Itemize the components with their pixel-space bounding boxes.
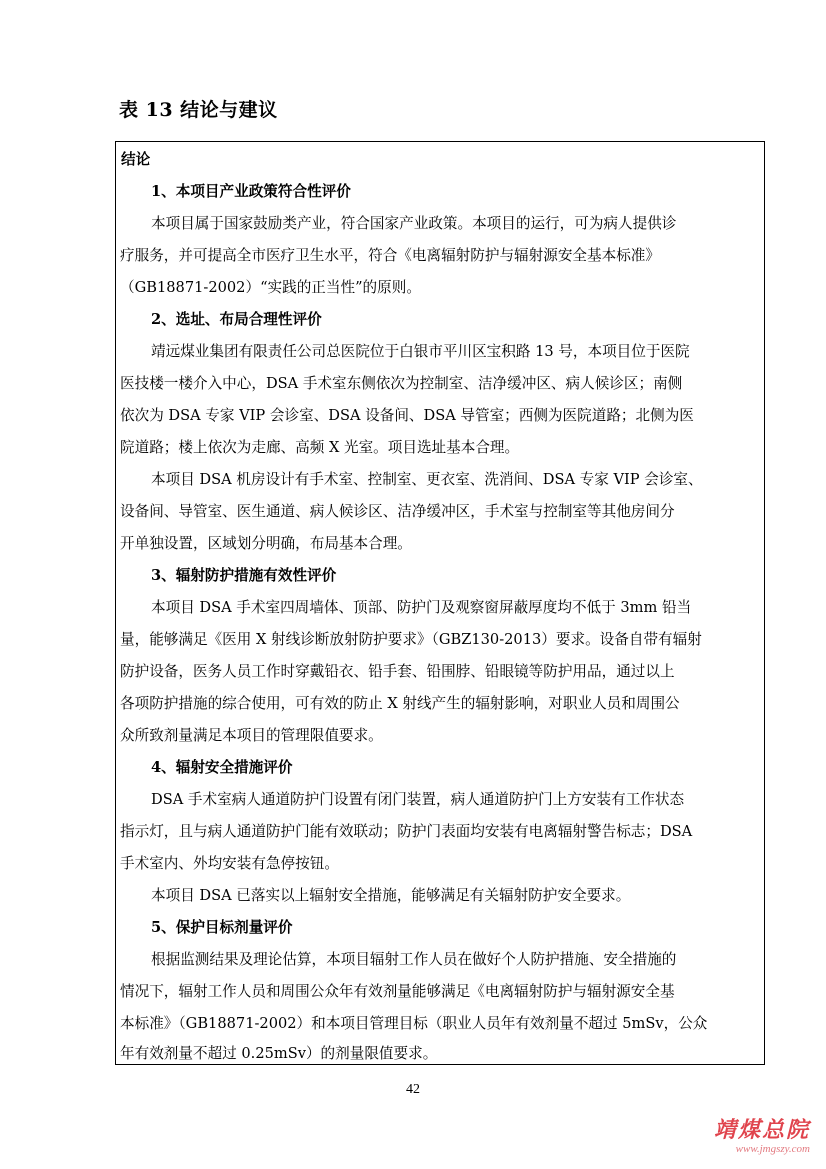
- paragraph-line: 本标准》（GB18871-2002）和本项目管理目标（职业人员年有效剂量不超过 5mSv，公众: [120, 1015, 708, 1032]
- page-number: 42: [406, 1082, 420, 1097]
- watermark: [714, 1119, 810, 1155]
- section-title: 表 13 结论与建议: [119, 99, 278, 121]
- paragraph-line: 本项目 DSA 已落实以上辐射安全措施，能够满足有关辐射防护安全要求。: [151, 887, 631, 904]
- paragraph-line: 情况下，辐射工作人员和周围公众年有效剂量能够满足《电离辐射防护与辐射源安全基: [120, 983, 675, 1000]
- paragraph-line: （GB18871-2002）“实践的正当性”的原则。: [120, 279, 421, 296]
- paragraph-line: 众所致剂量满足本项目的管理限值要求。: [120, 727, 383, 744]
- paragraph-line: 依次为 DSA 专家 VIP 会诊室、DSA 设备间、DSA 导管室；西侧为医院道路；北侧为医: [120, 407, 694, 424]
- paragraph-line: 院道路；楼上依次为走廊、高频 X 光室。项目选址基本合理。: [120, 439, 520, 456]
- paragraph-line: 指示灯，且与病人通道防护门能有效联动；防护门表面均安装有电离辐射警告标志；DSA: [120, 823, 693, 840]
- paragraph-line: 年有效剂量不超过 0.25mSv）的剂量限值要求。: [120, 1045, 438, 1062]
- paragraph-line: 靖远煤业集团有限责任公司总医院位于白银市平川区宝积路 13 号，本项目位于医院: [151, 343, 690, 360]
- paragraph-line: 设备间、导管室、医生通道、病人候诊区、洁净缓冲区，手术室与控制室等其他房间分: [120, 503, 675, 520]
- heading-safety-measures: 4、辐射安全措施评价: [151, 759, 293, 776]
- paragraph-line: 量，能够满足《医用 X 射线诊断放射防护要求》（GBZ130-2013）要求。设备自带有辐射: [120, 631, 702, 648]
- paragraph-line: 防护设备，医务人员工作时穿戴铅衣、铅手套、铅围脖、铅眼镜等防护用品，通过以上: [120, 663, 675, 680]
- paragraph-line: 医技楼一楼介入中心，DSA 手术室东侧依次为控制室、洁净缓冲区、病人候诊区；南侧: [120, 375, 683, 392]
- watermark-url: www.jmgszy.com: [735, 1143, 810, 1155]
- paragraph-line: 根据监测结果及理论估算，本项目辐射工作人员在做好个人防护措施、安全措施的: [151, 951, 677, 968]
- paragraph-line: 本项目属于国家鼓励类产业，符合国家产业政策。本项目的运行，可为病人提供诊: [151, 215, 677, 232]
- paragraph-line: 本项目 DSA 手术室四周墙体、顶部、防护门及观察窗屏蔽厚度均不低于 3mm 铅当: [151, 599, 692, 616]
- paragraph-line: 开单独设置，区域划分明确，布局基本合理。: [120, 535, 412, 552]
- conclusion-label: 结论: [121, 151, 151, 168]
- paragraph-line: 手术室内、外均安装有急停按钮。: [120, 855, 339, 872]
- paragraph-line: 疗服务，并可提高全市医疗卫生水平，符合《电离辐射防护与辐射源安全基本标准》: [120, 247, 660, 264]
- heading-policy: 1、本项目产业政策符合性评价: [151, 183, 351, 200]
- heading-site: 2、选址、布局合理性评价: [151, 311, 322, 328]
- paragraph-line: 各项防护措施的综合使用，可有效的防止 X 射线产生的辐射影响，对职业人员和周围公: [120, 695, 680, 712]
- heading-dose-evaluation: 5、保护目标剂量评价: [151, 919, 293, 936]
- paragraph-line: 本项目 DSA 机房设计有手术室、控制室、更衣室、洗消间、DSA 专家 VIP 会诊室、: [151, 471, 703, 488]
- paragraph-line: DSA 手术室病人通道防护门设置有闭门装置，病人通道防护门上方安装有工作状态: [151, 791, 685, 808]
- heading-radiation-protection: 3、辐射防护措施有效性评价: [151, 567, 337, 584]
- watermark-text: 靖煤总院: [713, 1118, 810, 1143]
